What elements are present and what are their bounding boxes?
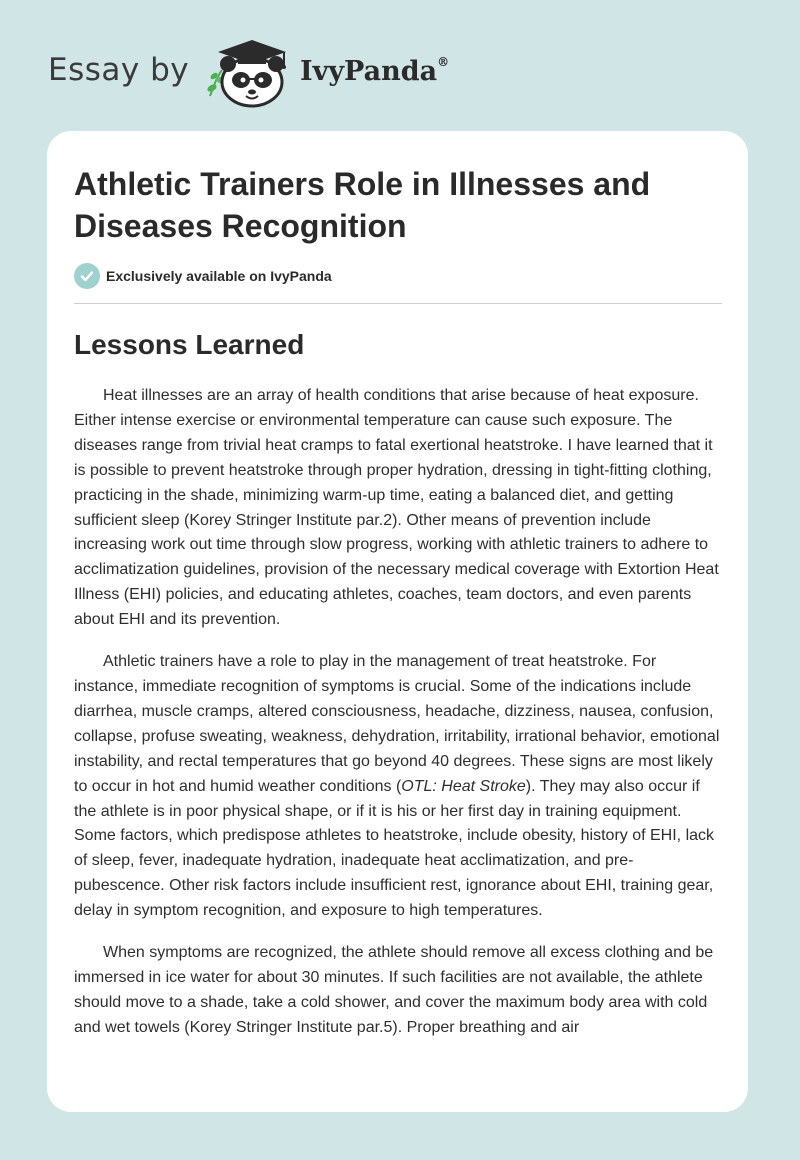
paragraph-3: When symptoms are recognized, the athlete should remove all excess clothing and be immersed in ice water for about 30 minutes. If such facilities are not available, the athlete should move to a shade, take a cold shower, and cover the maximum body area with cold and wet towels (Korey Stringer Institute par.5). Proper breathing and air [74,944,714,1036]
panda-graduate-icon[interactable] [200,36,296,108]
check-icon [74,263,100,289]
article-card [47,131,748,1112]
citation: OTL: Heat Stroke [401,777,526,795]
page-title: Athletic Trainers Role in Illnesses and Diseases Recognition [74,166,651,244]
paragraph-1: Heat illnesses are an array of health conditions that arise because of heat exposure. Either intense exercise or environmental temperature can cause such exposure. The diseases range from trivial heat cramps to fatal exertional heatstroke. I have learned that it is possible to prevent heatstroke through proper hydration, dressing in tight-fitting clothing, practicing in the shade, minimizing warm-up time, eating a balanced diet, and getting sufficient sleep (Korey Stringer Institute par.2). Other means of prevention include increasing work out time through slow progress, working with athletic trainers to adhere to acclimatization guidelines, provision of the necessary medical coverage with Extortion Heat Illness (EHI) policies, and educating athletes, coaches, team doctors, and even parents about EHI and its prevention. [74,387,719,629]
exclusive-badge-label: Exclusively available on IvyPanda [106,268,332,284]
brand-name[interactable] [300,56,449,87]
registered-mark: ® [437,55,450,69]
brand-text: IvyPanda [300,56,438,87]
site-header [0,0,800,120]
divider [74,303,722,304]
paragraph-2 [74,650,722,924]
section-heading: Lessons Learned [74,329,305,360]
essay-by-label: Essay by [48,52,190,88]
article-body [74,384,722,1058]
paragraph-2-text-a: Athletic trainers have a role to play in the management of treat heatstroke. For instance, immediate recognition of symptoms is crucial. Some of the indications include diarrhea, muscle cramps, altered consciousness, headache, dizziness, nausea, confusion, collapse, profuse sweating, weakness, dehydration, irritability, irrational behavior, emotional instability, and rectal temperatures that go beyond 40 degrees. These signs are most likely to occur in hot and humid weather conditions ( [74,653,720,795]
paragraph-2-text-b: ). They may also occur if the athlete is in poor physical shape, or if it is his or her first day in training equipment. Some factors, which predispose athletes to heatstroke, include obesity, history of EHI, lack of sleep, fever, inadequate hydration, inadequate heat acclimatization, and pre-pubescence. Other risk factors include insufficient rest, ignorance about EHI, training gear, delay in symptom recognition, and exposure to high temperatures. [74,777,715,920]
exclusive-badge [74,263,332,289]
